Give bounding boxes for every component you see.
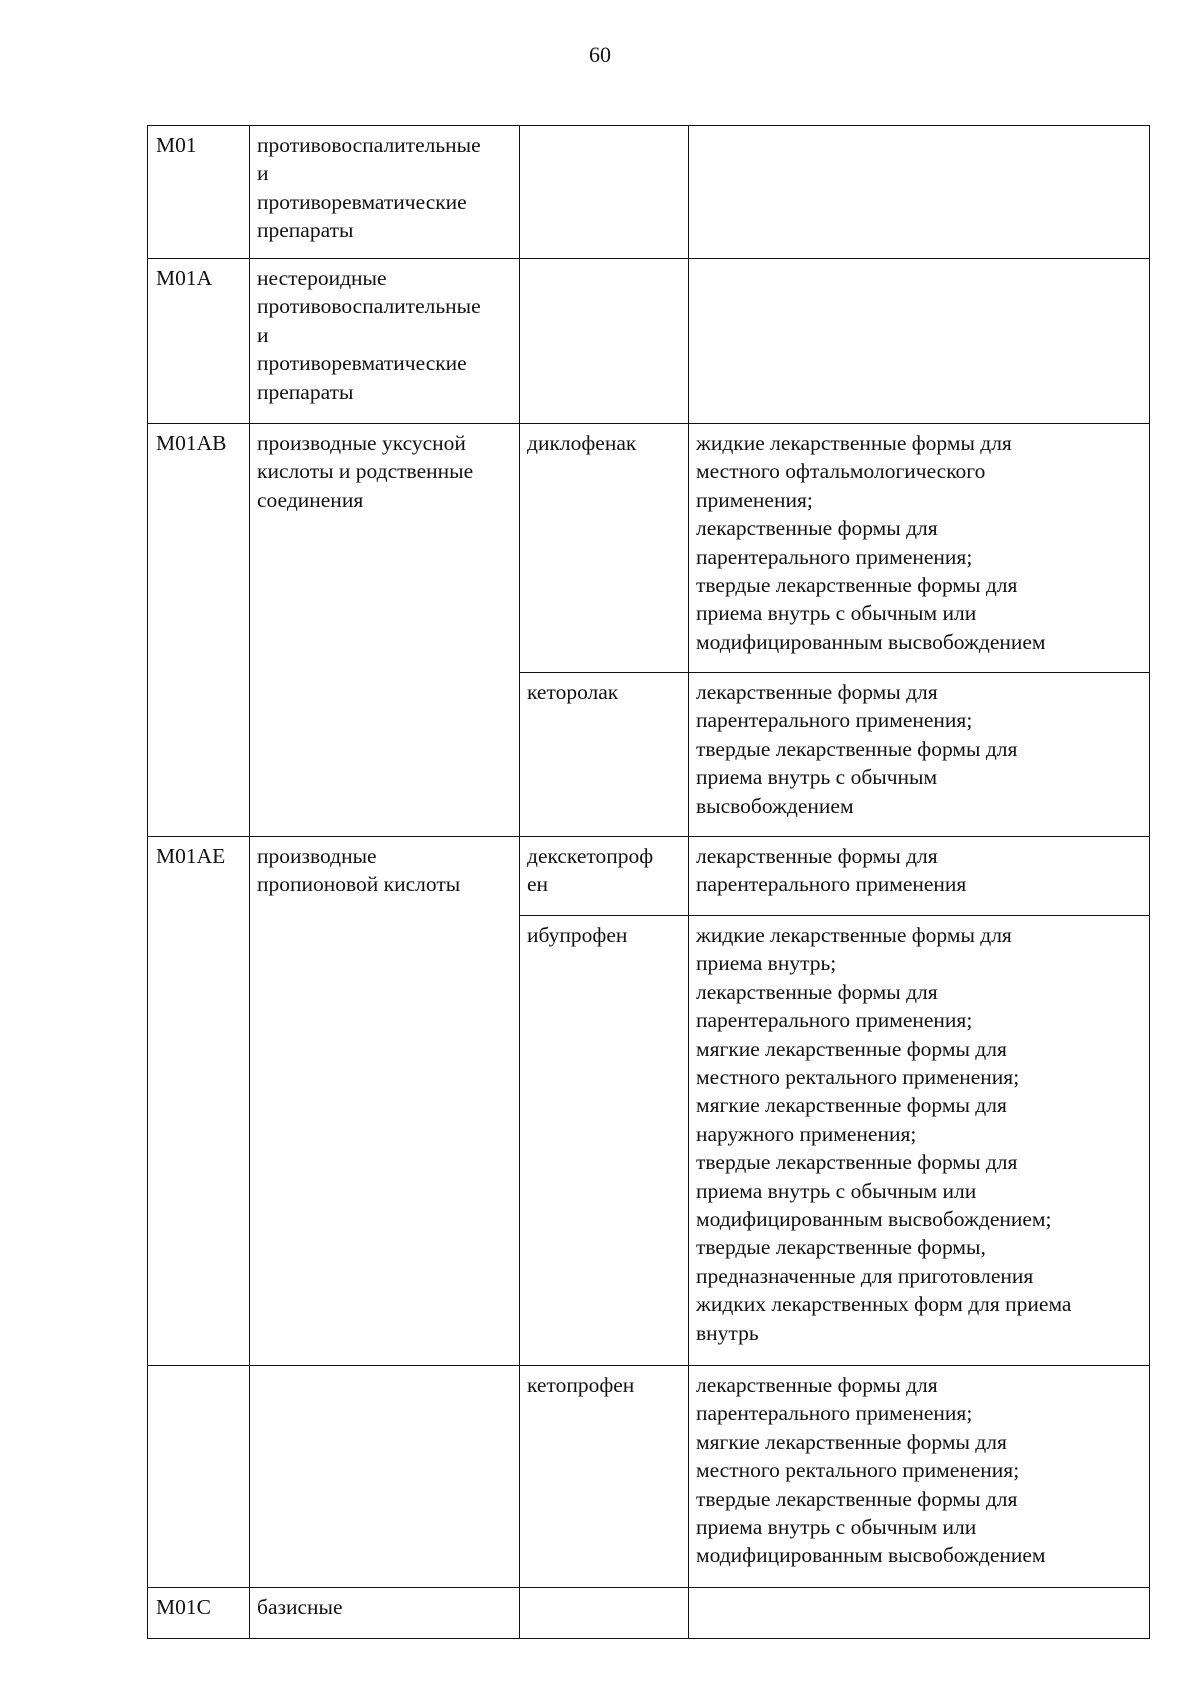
group-name-cell: нестероидные противовоспалительные и противоревматические препараты (250, 259, 520, 424)
atc-code-cell (148, 1366, 250, 1588)
atc-code-cell: M01A (148, 259, 250, 424)
table-row (148, 259, 1150, 424)
dosage-forms-cell: жидкие лекарственные формы для приема внутрь; лекарственные формы для парентерального применения; мягкие лекарственные формы для местного ректального применения; мягкие лекарственные формы для наружного применения; твердые лекарственные формы для приема внутрь с обычным или модифицированным высвобождением; твердые лекарственные формы, предназначенные для приготовления жидких лекарственных форм для приема внутрь (689, 916, 1150, 1366)
atc-code-cell: M01C (148, 1588, 250, 1639)
drug-name-cell (520, 259, 689, 424)
drug-name-cell: кеторолак (520, 673, 689, 837)
table-row (148, 1588, 1150, 1639)
drug-name-cell (520, 1588, 689, 1639)
dosage-forms-cell (689, 126, 1150, 259)
group-name-cell (250, 1366, 520, 1588)
dosage-forms-cell: жидкие лекарственные формы для местного офтальмологического применения; лекарственные формы для парентерального применения; твердые лекарственные формы для приема внутрь с обычным или модифицированным высвобождением (689, 424, 1150, 673)
drug-name-cell (520, 126, 689, 259)
dosage-forms-cell: лекарственные формы для парентерального применения; твердые лекарственные формы для приема внутрь с обычным высвобождением (689, 673, 1150, 837)
drug-name-cell: кетопрофен (520, 1366, 689, 1588)
atc-code-cell: M01AB (148, 424, 250, 837)
group-name-cell: производные уксусной кислоты и родственные соединения (250, 424, 520, 837)
group-name-cell: производные пропионовой кислоты (250, 837, 520, 1366)
dosage-forms-cell: лекарственные формы для парентерального применения (689, 837, 1150, 916)
drug-name-cell: ибупрофен (520, 916, 689, 1366)
table-row (148, 424, 1150, 673)
dosage-forms-cell (689, 1588, 1150, 1639)
table-row (148, 126, 1150, 259)
dosage-forms-cell: лекарственные формы для парентерального применения; мягкие лекарственные формы для местного ректального применения; твердые лекарственные формы для приема внутрь с обычным или модифицированным высвобождением (689, 1366, 1150, 1588)
drug-name-cell: диклофенак (520, 424, 689, 673)
table-row (148, 1366, 1150, 1588)
page-number: 60 (589, 42, 611, 67)
atc-code-cell: M01 (148, 126, 250, 259)
dosage-forms-cell (689, 259, 1150, 424)
group-name-cell: базисные (250, 1588, 520, 1639)
group-name-cell: противовоспалительные и противоревматические препараты (250, 126, 520, 259)
atc-code-cell: M01AE (148, 837, 250, 1366)
drug-classification-table (147, 125, 1150, 1639)
drug-name-cell: декскетопроф ен (520, 837, 689, 916)
table-row (148, 837, 1150, 916)
